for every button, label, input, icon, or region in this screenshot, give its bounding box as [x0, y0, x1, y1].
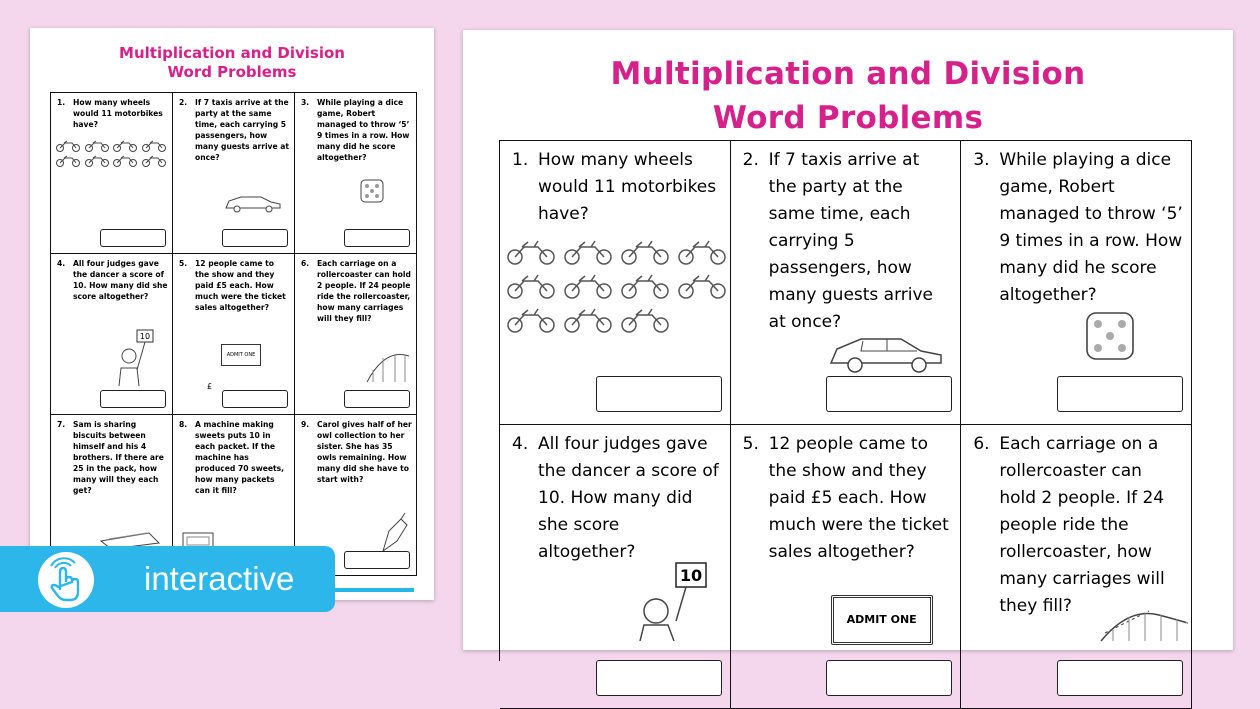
- question-number: 7.: [57, 420, 66, 429]
- question-number: 9.: [301, 420, 310, 429]
- motorbikes-illustration: [55, 139, 167, 167]
- answer-box[interactable]: [222, 390, 288, 408]
- answer-box[interactable]: [826, 660, 952, 696]
- motorbike-icon: [563, 305, 613, 335]
- motorbike-icon: [506, 271, 556, 301]
- question-number: 3.: [301, 98, 310, 107]
- motorbike-icon: [677, 237, 727, 267]
- motorbike-icon: [55, 154, 81, 167]
- motorbike-icon: [677, 271, 727, 301]
- question-number: 4.: [512, 434, 529, 454]
- question-text: All four judges gave the dancer a score of 10. How many did she score altogether?: [538, 434, 719, 562]
- answer-box[interactable]: [1057, 376, 1183, 412]
- judge-icon: [630, 561, 710, 641]
- question-text: Each carriage on a rollercoaster can hold 2 people. If 24 people ride the rollercoaster, how many carriages will they fill?: [317, 259, 411, 323]
- question-number: 6.: [301, 259, 310, 268]
- motorbike-icon: [141, 139, 167, 152]
- question-text: While playing a dice game, Robert managed to throw ‘5’ 9 times in a row. How many did he score altogether?: [317, 98, 410, 162]
- question-number: 1.: [512, 150, 529, 170]
- answer-box[interactable]: [344, 551, 410, 569]
- question-text: Sam is sharing biscuits between himself and his 4 brothers. If there are 25 in the pack, how many will they each get?: [73, 420, 164, 495]
- question-grid: [499, 140, 1192, 661]
- worksheet-thumbnail: [30, 28, 434, 600]
- question-cell-6: [961, 425, 1192, 709]
- motorbike-icon: [84, 139, 110, 152]
- rollercoaster-icon: [1099, 603, 1189, 643]
- thumbnail-title-line2: Word Problems: [167, 63, 297, 81]
- motorbike-icon: [141, 154, 167, 167]
- question-text: 12 people came to the show and they paid £5 each. How much were the ticket sales altogether?: [195, 259, 286, 312]
- rollercoaster-icon: [365, 346, 411, 384]
- motorbikes-illustration: [506, 237, 728, 335]
- worksheet-zoomed: [463, 30, 1233, 650]
- motorbike-icon: [84, 154, 110, 167]
- answer-box[interactable]: [100, 229, 166, 247]
- question-text: Carol gives half of her owl collection to her sister. She has 35 owls remaining. How many did she have to start with?: [317, 420, 412, 484]
- question-text: A machine making sweets puts 10 in each packet. If the machine has produced 70 sweets, how many packets can it fill?: [195, 420, 285, 495]
- thumbnail-title-line1: Multiplication and Division: [119, 44, 345, 62]
- question-text: While playing a dice game, Robert managed to throw ‘5’ 9 times in a row. How many did he score altogether?: [999, 150, 1183, 305]
- answer-box[interactable]: [596, 660, 722, 696]
- question-number: 3.: [973, 150, 990, 170]
- answer-box[interactable]: [344, 390, 410, 408]
- question-text: If 7 taxis arrive at the party at the same time, each carrying 5 passengers, how many guests arrive at once?: [768, 150, 934, 332]
- question-number: 2.: [179, 98, 188, 107]
- worksheet-title: [463, 52, 1233, 140]
- motorbike-icon: [112, 154, 138, 167]
- question-text: If 7 taxis arrive at the party at the same time, each carrying 5 passengers, how many guests arrive at once?: [195, 98, 290, 162]
- dice-icon: [359, 178, 385, 204]
- question-number: 1.: [57, 98, 66, 107]
- worksheet-title-line1: Multiplication and Division: [610, 56, 1086, 92]
- question-cell-3: [961, 141, 1192, 425]
- question-cell-2: [731, 141, 962, 425]
- currency-label: £: [207, 382, 213, 391]
- thumbnail-title: [30, 44, 434, 82]
- question-number: 4.: [57, 259, 66, 268]
- answer-box[interactable]: [100, 390, 166, 408]
- thumbnail-question-cell: [51, 254, 173, 415]
- motorbike-icon: [55, 139, 81, 152]
- touch-hand-icon: [38, 552, 94, 608]
- ticket-icon: ADMIT ONE: [831, 595, 933, 645]
- motorbike-icon: [506, 305, 556, 335]
- motorbike-icon: [620, 305, 670, 335]
- question-cell-4: [500, 425, 731, 709]
- answer-box[interactable]: [222, 229, 288, 247]
- question-text: All four judges gave the dancer a score of 10. How many did she score altogether?: [73, 259, 168, 301]
- question-text: How many wheels would 11 motorbikes have?: [73, 98, 163, 129]
- motorbike-icon: [620, 237, 670, 267]
- judge-score-card-text: 10: [139, 332, 151, 341]
- motorbike-icon: [112, 139, 138, 152]
- thumbnail-question-grid: [50, 92, 417, 576]
- question-text: Each carriage on a rollercoaster can hold 2 people. If 24 people ride the rollercoaster, how many carriages will they fill?: [999, 434, 1165, 616]
- taxi-icon: [223, 193, 283, 213]
- question-number: 8.: [179, 420, 188, 429]
- question-text: How many wheels would 11 motorbikes have?: [538, 150, 717, 224]
- judge-icon: [113, 328, 155, 388]
- thumbnail-question-cell: [51, 93, 173, 254]
- ticket-icon: ADMIT ONE: [221, 344, 261, 366]
- motorbike-icon: [506, 237, 556, 267]
- judge-score-card-text: 10: [679, 566, 703, 585]
- answer-box[interactable]: [826, 376, 952, 412]
- motorbike-icon: [563, 271, 613, 301]
- thumbnail-question-cell: [173, 93, 295, 254]
- answer-box[interactable]: [596, 376, 722, 412]
- owl-icon: [377, 511, 411, 553]
- dice-icon: [1083, 309, 1139, 365]
- question-text: 12 people came to the show and they paid £5 each. How much were the ticket sales altogether?: [768, 434, 949, 562]
- motorbike-icon: [563, 237, 613, 267]
- taxi-icon: [827, 331, 945, 375]
- answer-box[interactable]: [1057, 660, 1183, 696]
- thumbnail-question-cell: [173, 254, 295, 415]
- question-cell-5: [731, 425, 962, 709]
- question-number: 6.: [973, 434, 990, 454]
- question-number: 2.: [742, 150, 759, 170]
- interactive-badge[interactable]: [0, 546, 335, 612]
- question-number: 5.: [742, 434, 759, 454]
- answer-box[interactable]: [344, 229, 410, 247]
- thumbnail-question-cell: [295, 254, 417, 415]
- interactive-badge-label: interactive: [144, 560, 295, 597]
- question-number: 5.: [179, 259, 188, 268]
- worksheet-title-line2: Word Problems: [712, 100, 984, 136]
- motorbike-icon: [620, 271, 670, 301]
- question-cell-1: [500, 141, 731, 425]
- thumbnail-question-cell: [295, 93, 417, 254]
